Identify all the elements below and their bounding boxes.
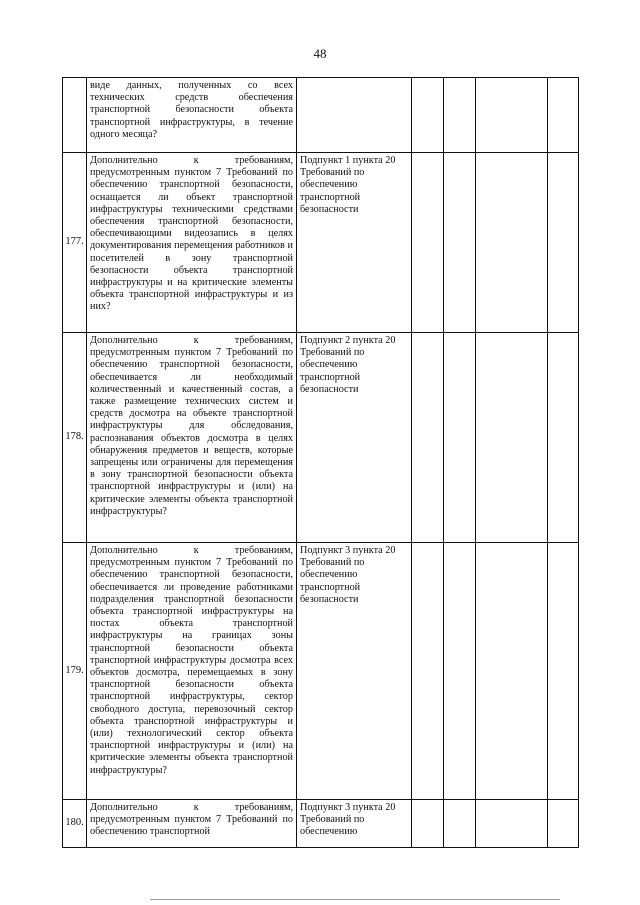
answer-yes-cell — [412, 78, 444, 153]
answer-no-cell — [444, 543, 476, 800]
answer-yes-cell — [412, 800, 444, 848]
table-row — [63, 153, 579, 333]
question-cell: виде данных, полученных со всех технических средств обеспечения транспортной безопасности объекта транспортной инфраструктуры, в течение одного месяца? — [87, 78, 297, 153]
table-row — [63, 543, 579, 800]
reference-cell: Подпункт 2 пункта 20 Требований по обеспечению транспортной безопасности — [297, 333, 412, 543]
answer-not-applicable-cell — [476, 543, 548, 800]
answer-no-cell — [444, 78, 476, 153]
question-cell: Дополнительно к требованиям, предусмотренным пунктом 7 Требований по обеспечению транспортной — [87, 800, 297, 848]
answer-not-applicable-cell — [476, 153, 548, 333]
question-cell: Дополнительно к требованиям, предусмотренным пунктом 7 Требований по обеспечению транспортной безопасности, обеспечивается ли проведение работниками подразделения транспортной безопасности объекта транспортной инфраструктуры на постах объекта транспортной инфраструктуры на границах зоны транспортной безопасности объекта транспортной инфраструктуры досмотра всех объектов досмотра, перемещаемых в зону транспортной безопасности объекта транспортной инфраструктуры, сектор свободного доступа, перевозочный сектор объекта транспортной инфраструктуры и (или) технологический сектор объекта транспортной инфраструктуры и (или) на критические элементы объекта транспортной инфраструктуры? — [87, 543, 297, 800]
note-cell — [548, 800, 579, 848]
table-row — [63, 333, 579, 543]
note-cell — [548, 153, 579, 333]
question-cell: Дополнительно к требованиям, предусмотренным пунктом 7 Требований по обеспечению транспортной безопасности, оснащается ли объект транспортной инфраструктуры техническими средствами обеспечения транспортной безопасности, обеспечивающими видеозапись в целях документирования перемещения работников и посетителей в зону транспортной безопасности объекта транспортной инфраструктуры и на критические элементы объекта транспортной инфраструктуры и из них? — [87, 153, 297, 333]
checklist-table — [62, 77, 579, 848]
table-row — [63, 800, 579, 848]
note-cell — [548, 78, 579, 153]
table-row — [63, 78, 579, 153]
bottom-rule — [150, 899, 560, 900]
answer-not-applicable-cell — [476, 78, 548, 153]
reference-cell: Подпункт 3 пункта 20 Требований по обеспечению — [297, 800, 412, 848]
row-number — [63, 78, 87, 153]
row-number: 178. — [63, 333, 87, 543]
row-number: 179. — [63, 543, 87, 800]
answer-yes-cell — [412, 153, 444, 333]
reference-cell: Подпункт 1 пункта 20 Требований по обеспечению транспортной безопасности — [297, 153, 412, 333]
page-number: 48 — [313, 46, 327, 61]
reference-cell — [297, 78, 412, 153]
answer-no-cell — [444, 333, 476, 543]
answer-no-cell — [444, 800, 476, 848]
question-cell: Дополнительно к требованиям, предусмотренным пунктом 7 Требований по обеспечению транспортной безопасности, обеспечивается ли необходимый количественный и качественный состав, а также размещение технических систем и средств досмотра на объекте транспортной инфраструктуры для обследования, распознавания объектов досмотра в целях обнаружения предметов и веществ, которые запрещены или ограничены для перемещения в зону транспортной безопасности объекта транспортной инфраструктуры и (или) на критические элементы объекта транспортной инфраструктуры? — [87, 333, 297, 543]
answer-yes-cell — [412, 543, 444, 800]
answer-not-applicable-cell — [476, 333, 548, 543]
reference-cell: Подпункт 3 пункта 20 Требований по обеспечению транспортной безопасности — [297, 543, 412, 800]
answer-no-cell — [444, 153, 476, 333]
row-number: 177. — [63, 153, 87, 333]
note-cell — [548, 333, 579, 543]
note-cell — [548, 543, 579, 800]
answer-yes-cell — [412, 333, 444, 543]
row-number: 180. — [63, 800, 87, 848]
answer-not-applicable-cell — [476, 800, 548, 848]
